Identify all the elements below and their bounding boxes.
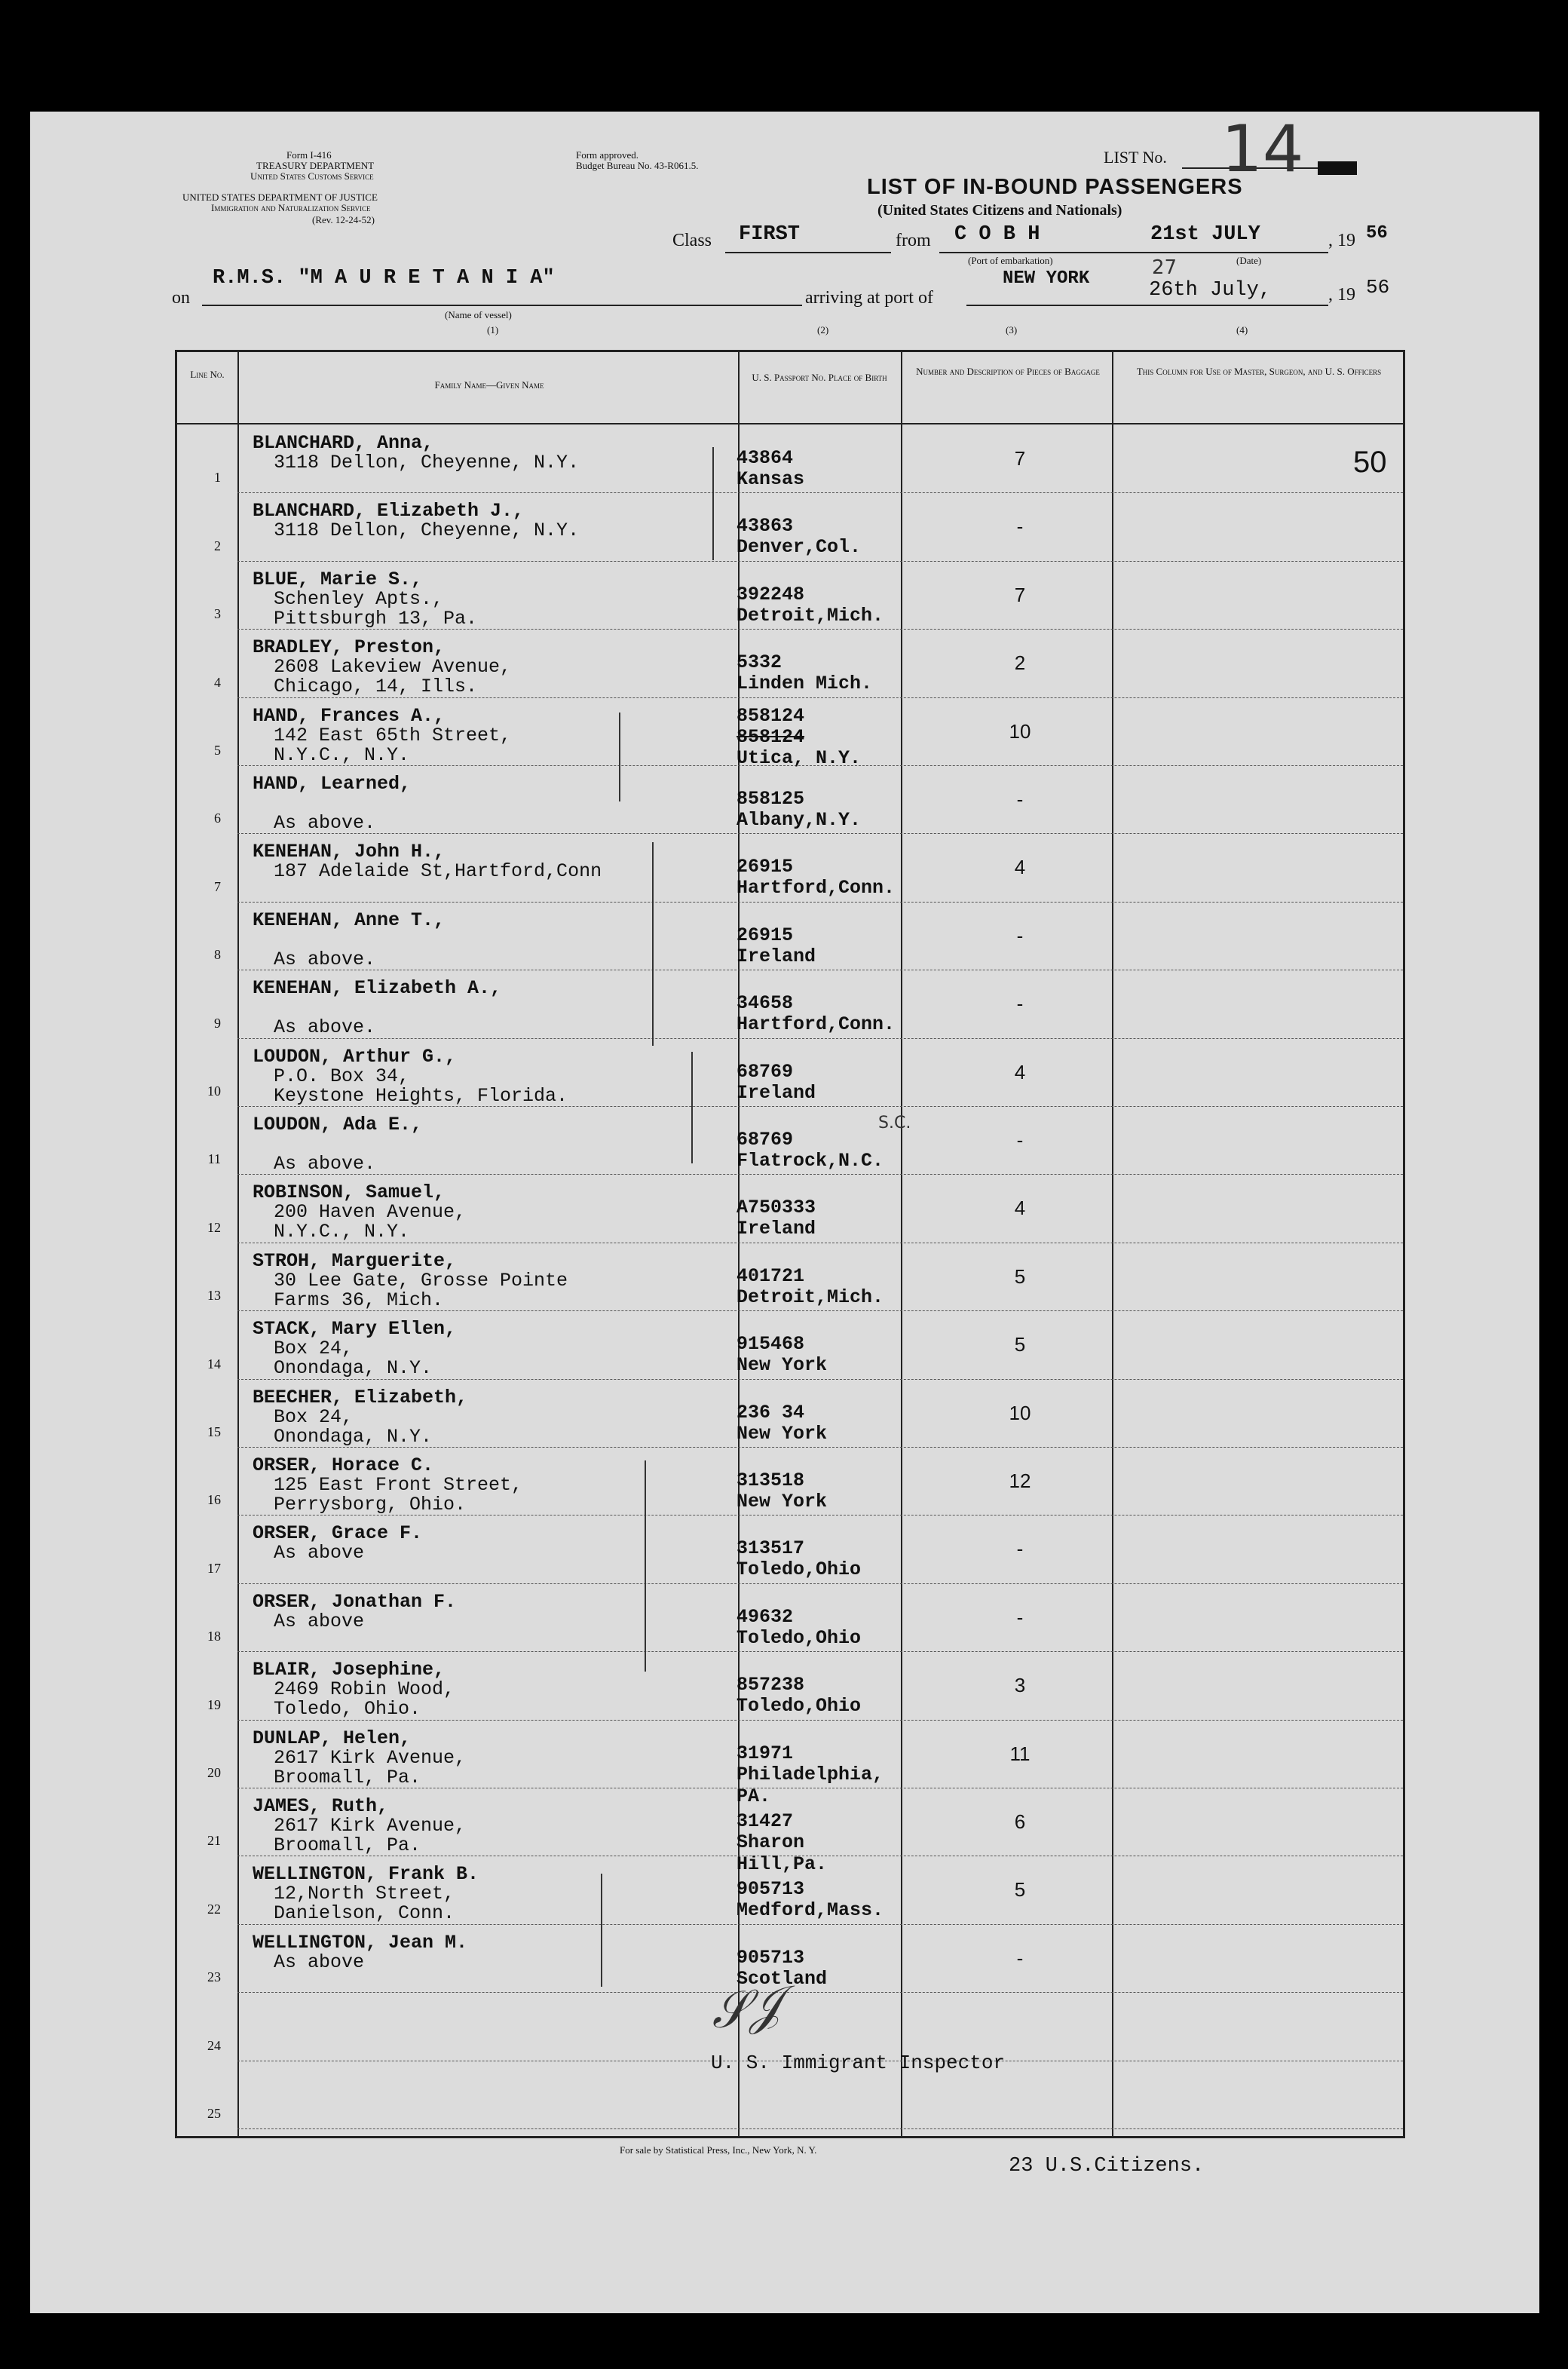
place-of-birth: Philadelphia, PA.: [737, 1763, 884, 1807]
line-number: 2: [214, 538, 221, 553]
passport-number: 392248: [737, 583, 805, 605]
line-number: 12: [207, 1219, 221, 1235]
place-of-birth: Ireland: [737, 945, 816, 967]
row-separator: [237, 2128, 1403, 2129]
passenger-address-line: N.Y.C., N.Y.: [274, 1221, 410, 1243]
caption-1: (1): [487, 324, 499, 336]
place-of-birth: Medford,Mass.: [737, 1899, 884, 1922]
passenger-name: KENEHAN, Elizabeth A.,: [253, 977, 502, 1000]
caption-2: (2): [817, 324, 829, 336]
passenger-address-line: Danielson, Conn.: [274, 1902, 455, 1925]
class-label: Class: [672, 231, 712, 250]
passport-number: 905713: [737, 1878, 805, 1901]
passport-number: 49632: [737, 1605, 794, 1628]
passenger-address-line: 12,North Street,: [274, 1883, 455, 1905]
vessel-line: [202, 305, 802, 306]
passenger-address-line: As above.: [274, 948, 376, 970]
arrival-date-correction: 27: [1152, 256, 1178, 279]
line-number: 14: [207, 1356, 221, 1371]
passenger-address-line: As above.: [274, 1016, 376, 1039]
passenger-address-line: 125 East Front Street,: [274, 1474, 523, 1496]
baggage-count: -: [1016, 1605, 1024, 1629]
col-header-baggage: Number and Description of Pieces of Baggage: [916, 366, 1100, 377]
col-divider: [237, 352, 239, 2136]
line-number: 9: [214, 1015, 221, 1031]
passenger-name: STACK, Mary Ellen,: [253, 1318, 457, 1341]
baggage-count: -: [1016, 515, 1024, 538]
passenger-name: HAND, Frances A.,: [253, 704, 446, 727]
budget-bureau: Budget Bureau No. 43-R061.5.: [576, 160, 699, 171]
place-of-birth: Toledo,Ohio: [737, 1626, 862, 1649]
place-of-birth: Ireland: [737, 1218, 816, 1240]
place-of-birth: Detroit,Mich.: [737, 604, 884, 627]
from-line: [939, 252, 1147, 253]
passenger-name: LOUDON, Ada E.,: [253, 1114, 423, 1135]
place-of-birth: Toledo,Ohio: [737, 1558, 862, 1581]
dept-ins: Immigration and Naturalization Service: [211, 202, 371, 213]
passport-number: 68769: [737, 1129, 794, 1151]
passport-number: A750333: [737, 1197, 816, 1219]
baggage-count: 3: [1014, 1674, 1026, 1697]
dept-treasury: TREASURY DEPARTMENT: [256, 160, 375, 171]
passenger-name: ORSER, Grace F.: [253, 1522, 423, 1545]
footer-printer: For sale by Statistical Press, Inc., New York, N. Y.: [620, 2144, 817, 2156]
form-revision: (Rev. 12-24-52): [312, 214, 375, 225]
header-rule: [177, 423, 1403, 424]
date-caption: (Date): [1236, 255, 1262, 266]
line-number: 17: [207, 1560, 221, 1576]
place-of-birth: Linden Mich.: [737, 673, 873, 695]
col-header-name: Family Name—Given Name: [434, 379, 544, 391]
line-number: 7: [214, 878, 221, 894]
col-header-line: Line No.: [190, 369, 225, 380]
footer-citizen-count: 23 U.S.Citizens.: [1009, 2155, 1205, 2177]
passenger-name: BLAIR, Josephine,: [253, 1659, 446, 1681]
arrival-date-line: [1147, 305, 1328, 306]
baggage-count: 10: [1009, 1401, 1031, 1424]
passenger-name: ROBINSON, Samuel,: [253, 1181, 446, 1204]
passenger-address-line: Onondaga, N.Y.: [274, 1357, 433, 1380]
form-number: Form I-416: [286, 149, 332, 161]
passenger-address-line: Broomall, Pa.: [274, 1834, 421, 1856]
passport-number: 313518: [737, 1470, 805, 1491]
row-separator: [237, 1174, 1403, 1175]
passenger-name: BLANCHARD, Anna,: [253, 432, 434, 454]
row-separator: [237, 561, 1403, 562]
passport-number: 858125: [737, 788, 805, 810]
redaction-mark: [1318, 161, 1357, 175]
place-of-birth: Flatrock,N.C.: [737, 1150, 884, 1172]
col-divider: [901, 352, 902, 2136]
port-embarkation-caption: (Port of embarkation): [968, 255, 1053, 266]
passport-number: 313517: [737, 1537, 805, 1560]
line-number: 13: [207, 1288, 221, 1304]
line-number: 22: [207, 1901, 221, 1917]
passenger-address-line: N.Y.C., N.Y.: [274, 743, 410, 766]
place-of-birth: Ireland: [737, 1081, 816, 1104]
passenger-address-line: As above.: [274, 812, 376, 834]
passport-number: 43864: [737, 447, 794, 469]
passport-number: 915468: [737, 1333, 805, 1356]
baggage-count: 5: [1014, 1878, 1026, 1902]
passport-number: 26915: [737, 856, 794, 878]
place-of-birth: New York: [737, 1354, 828, 1377]
baggage-count: -: [1016, 788, 1024, 811]
dept-justice: UNITED STATES DEPARTMENT OF JUSTICE: [182, 192, 378, 203]
line-number: 25: [207, 2106, 221, 2121]
date-line: [1147, 252, 1328, 253]
line-number: 11: [207, 1151, 221, 1167]
date-value: 21st JULY: [1150, 223, 1260, 246]
inspector-caption: U. S. Immigrant Inspector: [711, 2052, 1006, 2074]
line-number: 23: [207, 1969, 221, 1985]
row-separator: [237, 1992, 1403, 1993]
passenger-address-line: 2617 Kirk Avenue,: [274, 1815, 467, 1837]
passport-number: 31971: [737, 1742, 794, 1764]
line-number: 8: [214, 947, 221, 963]
from-label: from: [896, 231, 931, 250]
col-header-passport: U. S. Passport No. Place of Birth: [752, 372, 887, 383]
place-of-birth: Kansas: [737, 468, 805, 490]
inspector-signature: 𝒮𝒥: [708, 1977, 785, 2040]
passenger-name: ORSER, Horace C.: [253, 1454, 434, 1476]
passport-number: 43863: [737, 515, 794, 538]
passenger-address-line: 30 Lee Gate, Grosse Pointe: [274, 1269, 568, 1292]
passenger-address-line: Box 24,: [274, 1338, 354, 1360]
passenger-name: WELLINGTON, Frank B.: [253, 1863, 479, 1886]
passport-number: 31427: [737, 1810, 794, 1832]
passenger-address-line: 142 East 65th Street,: [274, 724, 512, 746]
family-bracket: [652, 842, 654, 1046]
passport-number: 34658: [737, 992, 794, 1015]
line-number: 1: [214, 470, 221, 486]
passport-number: 905713: [737, 1946, 805, 1969]
place-of-birth: Scotland: [737, 1967, 828, 1990]
passenger-address-line: Perrysborg, Ohio.: [274, 1494, 467, 1515]
passenger-name: KENEHAN, Anne T.,: [253, 909, 446, 931]
passenger-address-line: As above: [274, 1951, 365, 1973]
passenger-name: BRADLEY, Preston,: [253, 636, 446, 659]
passenger-address-line: Pittsburgh 13, Pa.: [274, 607, 478, 630]
passport-number: 857238: [737, 1674, 805, 1696]
dept-customs: United States Customs Service: [250, 170, 374, 182]
passenger-name: STROH, Marguerite,: [253, 1249, 457, 1272]
place-of-birth: New York: [737, 1422, 828, 1445]
port-line: [966, 305, 1147, 306]
passenger-name: HAND, Learned,: [253, 773, 412, 795]
baggage-count: 2: [1014, 651, 1026, 675]
place-of-birth: Hartford,Conn.: [737, 1013, 896, 1036]
line-number: 4: [214, 674, 221, 690]
baggage-count: 11: [1009, 1742, 1031, 1765]
passenger-address-line: P.O. Box 34,: [274, 1065, 410, 1087]
baggage-count: 10: [1009, 719, 1031, 743]
baggage-count: 7: [1014, 583, 1026, 606]
passport-number: 26915: [737, 924, 794, 946]
form-approved: Form approved.: [576, 149, 639, 161]
row-separator: [237, 833, 1403, 834]
baggage-count: 5: [1014, 1333, 1026, 1356]
passenger-address-line: 3118 Dellon, Cheyenne, N.Y.: [274, 452, 580, 473]
arrival-port: NEW YORK: [1003, 268, 1090, 289]
form-title: LIST OF IN-BOUND PASSENGERS: [867, 175, 1243, 199]
place-of-birth: Denver,Col.: [737, 536, 862, 559]
family-bracket: [645, 1460, 646, 1672]
annotation-50: 50: [1353, 446, 1387, 479]
passenger-address-line: As above.: [274, 1153, 376, 1175]
arrival-year-prefix: , 19: [1328, 285, 1355, 305]
family-bracket: [619, 713, 620, 801]
baggage-count: -: [1016, 924, 1024, 947]
year-value: 56: [1366, 223, 1388, 244]
passenger-name: LOUDON, Arthur G.,: [253, 1045, 457, 1068]
passenger-address-line: Schenley Apts.,: [274, 587, 444, 610]
vessel-name: R.M.S. "M A U R E T A N I A": [213, 267, 555, 290]
baggage-count: 5: [1014, 1264, 1026, 1288]
from-value: C O B H: [954, 223, 1040, 246]
place-of-birth: Detroit,Mich.: [737, 1286, 884, 1308]
place-of-birth: Utica, N.Y.: [737, 746, 862, 769]
passenger-address-line: 200 Haven Avenue,: [274, 1201, 467, 1224]
place-of-birth: Hartford,Conn.: [737, 877, 896, 899]
family-bracket: [601, 1874, 602, 1987]
passenger-address-line: As above: [274, 1542, 365, 1565]
passenger-address-line: Broomall, Pa.: [274, 1766, 421, 1788]
row-separator: [237, 902, 1403, 903]
passenger-name: KENEHAN, John H.,: [253, 841, 446, 863]
baggage-count: -: [1016, 1537, 1024, 1561]
passenger-name: WELLINGTON, Jean M.: [253, 1931, 468, 1954]
passenger-address-line: 2617 Kirk Avenue,: [274, 1746, 467, 1769]
passenger-name: BLUE, Marie S.,: [253, 568, 423, 590]
line-number: 3: [214, 606, 221, 622]
row-separator: [237, 1651, 1403, 1652]
passport-number: 858124: [737, 704, 805, 727]
baggage-count: 12: [1009, 1470, 1031, 1492]
passenger-address-line: 3118 Dellon, Cheyenne, N.Y.: [274, 519, 580, 542]
passport-number: 401721: [737, 1264, 805, 1287]
line-number: 15: [207, 1424, 221, 1439]
line-number: 10: [207, 1083, 221, 1099]
passport-number: 5332: [737, 651, 782, 674]
baggage-count: 4: [1014, 1060, 1026, 1083]
row-separator: [237, 492, 1403, 493]
col-header-officers: This Column for Use of Master, Surgeon, and U. S. Officers: [1136, 366, 1382, 377]
passenger-address-line: Chicago, 14, Ills.: [274, 676, 478, 698]
baggage-count: -: [1016, 1129, 1024, 1151]
line-number: 16: [207, 1492, 221, 1508]
place-of-birth: New York: [737, 1491, 828, 1512]
baggage-count: 6: [1014, 1810, 1026, 1833]
baggage-count: 7: [1014, 447, 1026, 470]
row-separator: [237, 1038, 1403, 1039]
arrival-year: 56: [1366, 276, 1390, 299]
passport-number: 858124: [737, 725, 805, 748]
passenger-address-line: Box 24,: [274, 1405, 354, 1428]
arrival-date: 26th July,: [1149, 279, 1272, 302]
place-of-birth: Albany,N.Y.: [737, 809, 862, 831]
passenger-name: JAMES, Ruth,: [253, 1795, 389, 1817]
passenger-name: BLANCHARD, Elizabeth J.,: [253, 500, 525, 523]
list-number: 14: [1221, 112, 1304, 187]
passenger-address-line: 2469 Robin Wood,: [274, 1678, 455, 1701]
baggage-count: -: [1016, 992, 1024, 1016]
caption-3: (3): [1006, 324, 1018, 336]
place-of-birth: Toledo,Ohio: [737, 1695, 862, 1718]
passenger-address-line: Farms 36, Mich.: [274, 1289, 444, 1311]
passenger-address-line: Keystone Heights, Florida.: [274, 1084, 568, 1107]
passenger-address-line: 2608 Lakeview Avenue,: [274, 656, 512, 679]
passenger-table: [175, 350, 1405, 2138]
handwritten-correction: S.C.: [878, 1114, 911, 1132]
line-number: 6: [214, 811, 221, 826]
passenger-address-line: 187 Adelaide St,Hartford,Conn: [274, 860, 602, 883]
line-number: 19: [207, 1696, 221, 1712]
passport-number: 236 34: [737, 1401, 805, 1424]
baggage-count: 4: [1014, 1197, 1026, 1220]
line-number: 18: [207, 1629, 221, 1644]
place-of-birth: Sharon Hill,Pa.: [737, 1831, 828, 1875]
col-divider: [1112, 352, 1113, 2136]
row-separator: [237, 1583, 1403, 1584]
baggage-count: 4: [1014, 856, 1026, 879]
passenger-address-line: Onondaga, N.Y.: [274, 1425, 433, 1448]
baggage-count: -: [1016, 1946, 1024, 1969]
arriving-label: arriving at port of: [805, 288, 933, 308]
year-prefix: , 19: [1328, 231, 1355, 250]
on-label: on: [172, 288, 190, 308]
passenger-address-line: As above: [274, 1610, 365, 1632]
list-no-label: LIST No.: [1104, 148, 1167, 167]
passenger-name: DUNLAP, Helen,: [253, 1727, 412, 1749]
family-bracket: [691, 1052, 693, 1163]
passenger-name: BEECHER, Elizabeth,: [253, 1386, 468, 1408]
passenger-address-line: Toledo, Ohio.: [274, 1698, 421, 1721]
line-number: 21: [207, 1833, 221, 1849]
class-value: FIRST: [739, 223, 801, 246]
line-number: 5: [214, 743, 221, 758]
line-number: 20: [207, 1765, 221, 1780]
vessel-caption: (Name of vessel): [445, 309, 512, 320]
passenger-name: ORSER, Jonathan F.: [253, 1590, 457, 1613]
family-bracket: [712, 447, 714, 560]
form-subtitle: (United States Citizens and Nationals): [877, 202, 1122, 219]
line-number: 24: [207, 2037, 221, 2053]
caption-4: (4): [1236, 324, 1248, 336]
class-line: [725, 252, 891, 253]
passport-number: 68769: [737, 1060, 794, 1083]
